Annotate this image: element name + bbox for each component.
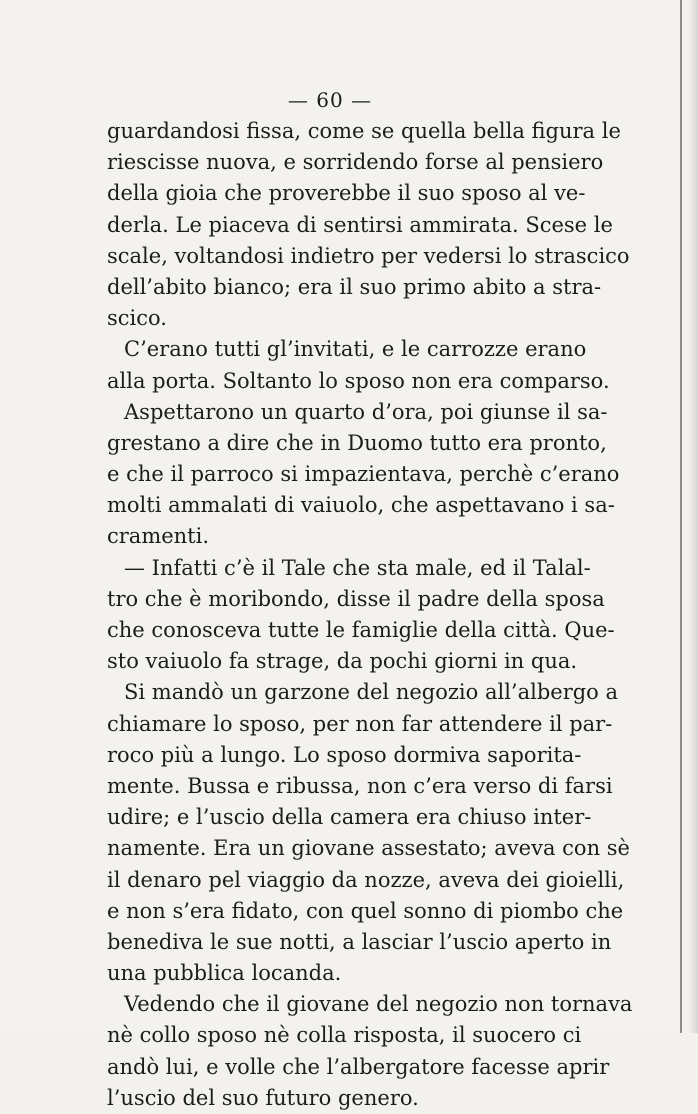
page-edge-shadow bbox=[688, 0, 698, 1033]
text-line: che conosceva tutte le famiglie della città. Que- bbox=[107, 618, 615, 642]
text-line: alla porta. Soltanto lo sposo non era comparso. bbox=[107, 368, 610, 393]
text-line: sto vaiuolo fa strage, da pochi giorni in qua. bbox=[107, 649, 578, 674]
text-line: una pubblica locanda. bbox=[107, 961, 342, 986]
text-line: Aspettarono un quarto d’ora, poi giunse il sa- bbox=[124, 399, 608, 424]
text-line: il denaro pel viaggio da nozze, aveva dei gioielli, bbox=[107, 867, 625, 892]
text-line: e che il parroco si impazientava, perchè c’erano bbox=[107, 462, 620, 487]
text-line: molti ammalati di vaiuolo, che aspettavano i sa- bbox=[107, 493, 615, 518]
text-line: tro che è moribondo, disse il padre della sposa bbox=[107, 586, 605, 611]
text-line: scale, voltandosi indietro per vedersi lo strascico bbox=[107, 243, 630, 268]
text-line: udire; e l’uscio della camera era chiuso inter- bbox=[107, 805, 592, 830]
text-line: scico. bbox=[107, 306, 167, 331]
text-line: roco più a lungo. Lo sposo dormiva saporita- bbox=[107, 742, 582, 767]
text-line: benediva le sue notti, a lasciar l’uscio aperto in bbox=[107, 929, 612, 954]
text-line: C’erano tutti gl’invitati, e le carrozze erano bbox=[124, 337, 587, 362]
text-line: mente. Bussa e ribussa, non c’era verso di farsi bbox=[107, 773, 613, 798]
text-line: grestano a dire che in Duomo tutto era pronto, bbox=[107, 430, 607, 455]
text-line: chiamare lo sposo, per non far attendere il par- bbox=[107, 711, 613, 736]
text-line: — Infatti c’è il Tale che sta male, ed il Talal- bbox=[124, 555, 591, 580]
text-line: dell’abito bianco; era il suo primo abito a stra- bbox=[107, 274, 602, 299]
page-number: — 60 — bbox=[287, 88, 373, 112]
text-line: Si mandò un garzone del negozio all’albergo a bbox=[124, 680, 619, 705]
text-line: riescisse nuova, e sorridendo forse al pensiero bbox=[107, 150, 604, 175]
text-line: e non s’era fidato, con quel sonno di piombo che bbox=[107, 898, 624, 923]
text-line: Vedendo che il giovane del negozio non tornava bbox=[124, 992, 633, 1017]
text-line: derla. Le piaceva di sentirsi ammirata. Scese le bbox=[107, 212, 613, 237]
text-line: l’uscio del suo futuro genero. bbox=[107, 1085, 419, 1110]
text-line: cramenti. bbox=[107, 524, 210, 549]
body-text bbox=[107, 116, 633, 1114]
page-edge-line bbox=[680, 0, 682, 1033]
text-line: nè collo sposo nè colla risposta, il suocero ci bbox=[107, 1023, 582, 1048]
text-line: andò lui, e volle che l’albergatore facesse aprir bbox=[107, 1054, 610, 1079]
text-line: guardandosi fissa, come se quella bella figura le bbox=[107, 119, 621, 143]
text-line: della gioia che proverebbe il suo sposo al ve- bbox=[107, 181, 586, 206]
text-line: namente. Era un giovane assestato; aveva con sè bbox=[107, 836, 630, 861]
